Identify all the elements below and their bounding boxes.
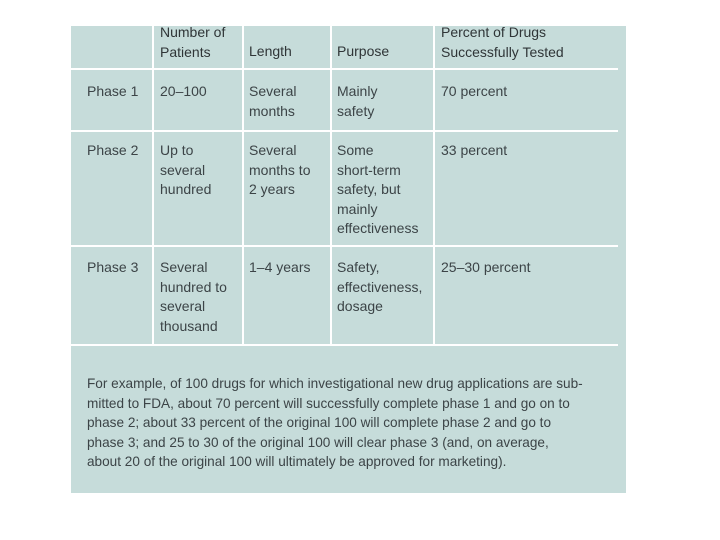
patients-cell: Up to several hundred (160, 142, 212, 197)
column-divider (433, 26, 435, 344)
header-purpose: Purpose (337, 43, 390, 59)
patients-cell: 20–100 (160, 83, 207, 99)
column-divider (242, 26, 244, 344)
header-length: Length (249, 43, 292, 59)
length-cell: Several months to 2 years (249, 142, 311, 197)
purpose-cell: Safety, effectiveness, dosage (337, 259, 423, 314)
phase-label: Phase 1 (87, 83, 139, 99)
header-percent: Percent of Drugs Successfully Tested (441, 24, 564, 60)
row-divider (71, 344, 618, 346)
length-cell: 1–4 years (249, 259, 311, 275)
header-patients: Number of Patients (160, 24, 226, 60)
patients-cell: Several hundred to several thousand (160, 259, 227, 334)
percent-cell: 25–30 percent (441, 259, 531, 275)
phase-label: Phase 2 (87, 142, 139, 158)
purpose-cell: Mainly safety (337, 83, 378, 119)
percent-cell: 70 percent (441, 83, 508, 99)
phase-label: Phase 3 (87, 259, 139, 275)
percent-cell: 33 percent (441, 142, 508, 158)
column-divider (152, 26, 154, 344)
column-divider (330, 26, 332, 344)
length-cell: Several months (249, 83, 297, 119)
example-note: For example, of 100 drugs for which investigational new drug applications are sub- mitted to FDA, about 70 percent will successfully complete phase 1 and go on to phase 2; about 33 percent of the original 100 will complete phase 2 and go to phase 3; and 25 to 30 of the original 100 will clear phase 3 (and, on average, about 20 of the original 100 will ultimately be approved for marketing). (87, 376, 583, 469)
drug-testing-table-panel (71, 26, 626, 493)
purpose-cell: Some short-term safety, but mainly effectiveness (337, 142, 419, 236)
